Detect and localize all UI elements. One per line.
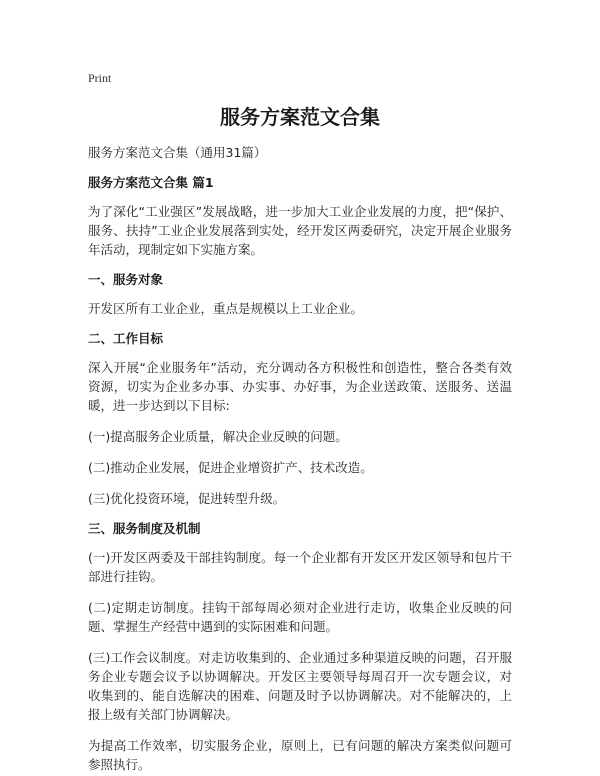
- section-heading-service-target: 一、服务对象: [88, 272, 164, 287]
- article-heading: 服务方案范文合集 篇1: [88, 175, 214, 190]
- section-paragraph: 深入开展“企业服务年”活动，充分调动各方积极性和创造性，整合各类有效资源，切实为企业多办事、办实事、办好事，为企业送政策、送服务、送温暖，进一步达到以下目标:: [88, 360, 512, 413]
- goal-item: (二)推动企业发展，促进企业增资扩产、技术改造。: [88, 460, 373, 475]
- section-heading-service-system: 三、服务制度及机制: [88, 521, 201, 536]
- goal-item: (一)提高服务企业质量，解决企业反映的问题。: [88, 429, 348, 444]
- goal-item: (三)优化投资环境，促进转型升级。: [88, 491, 286, 506]
- system-item: (一)开发区两委及干部挂钩制度。每一个企业都有开发区开发区领导和包片干部进行挂钩。: [88, 550, 512, 584]
- system-item: (二)定期走访制度。挂钩干部每周必须对企业进行走访，收集企业反映的问题、掌握生产经营中遇到的实际困难和问题。: [88, 600, 512, 634]
- closing-paragraph: 为提高工作效率，切实服务企业，原则上，已有问题的解决方案类似问题可参照执行。: [88, 738, 512, 772]
- section-heading-work-goals: 二、工作目标: [88, 331, 164, 346]
- document-subtitle: 服务方案范文合集（通用31篇）: [88, 145, 267, 160]
- section-paragraph: 开发区所有工业企业，重点是规模以上工业企业。: [88, 301, 364, 316]
- page-title: 服务方案范文合集: [220, 105, 380, 129]
- system-item: (三)工作会议制度。对走访收集到的、企业通过多种渠道反映的问题，召开服务企业专题会议予以协调解决。开发区主要领导每周召开一次专题会议，对收集到的、能自选解决的困难、问题及时予以协调解决。对不能解决的，上报上级有关部门协调解决。: [88, 650, 512, 722]
- print-label: Print: [88, 71, 112, 85]
- intro-paragraph: 为了深化“工业强区”发展战略，进一步加大工业企业发展的力度，把“保护、服务、扶持”工业企业发展落到实处，经开发区两委研究，决定开展企业服务年活动，现制定如下实施方案。: [88, 204, 512, 257]
